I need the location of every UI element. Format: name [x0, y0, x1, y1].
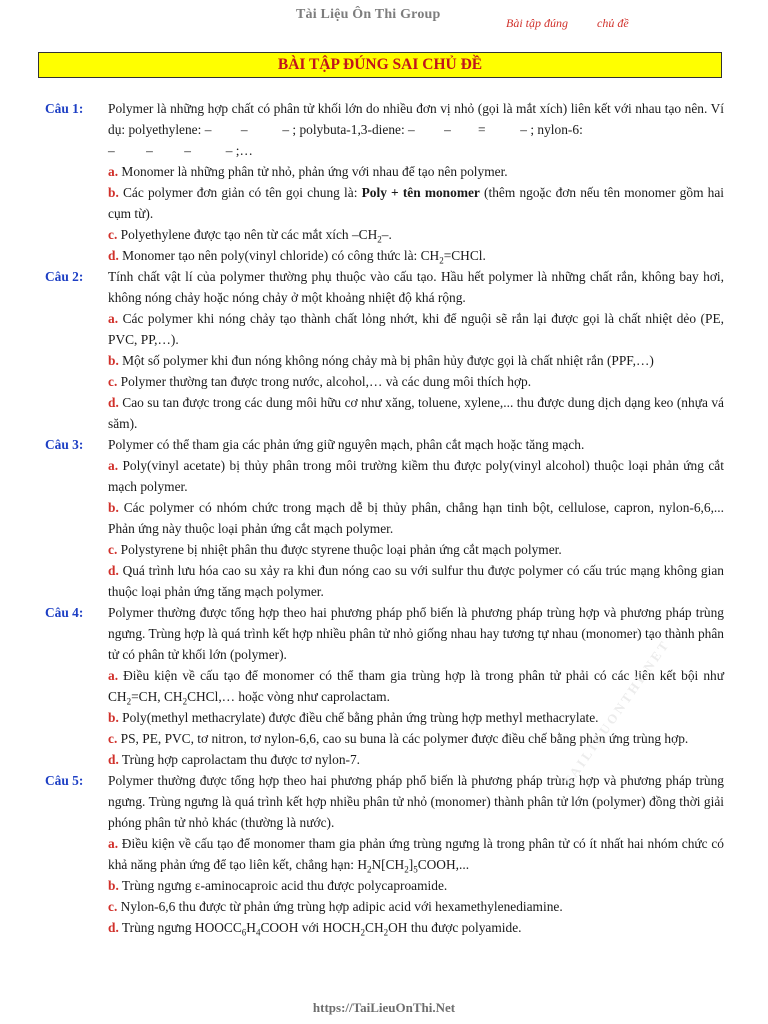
question-3 — [0, 434, 768, 455]
question-number: Câu 3: — [45, 437, 84, 452]
option-2a: a. Các polymer khi nóng chảy tạo thành chất lỏng nhớt, khi để nguội sẽ rắn lại được gọi là chất nhiệt dẻo (PE, PVC, PP,…). — [108, 311, 724, 347]
option-5a: a. Điều kiện về cấu tạo để monomer tham gia phản ứng trùng ngưng là trong phân tử có ít nhất hai nhóm chức có khả năng phản ứng để tạo liên kết, chẳng hạn: $H_2N[CH_2]_5COOH$,... — [108, 836, 724, 875]
question-stem: Tính chất vật lí của polymer thường phụ thuộc vào cấu tạo. Hầu hết polymer là những chất rắn, không bay hơi, không nóng chảy hoặc nóng chảy ở một khoảng nhiệt độ khá rộng. — [108, 269, 724, 305]
question-number: Câu 4: — [45, 605, 84, 620]
header-tag-right: chủ đề — [597, 16, 629, 30]
option-3b: b. Các polymer có nhóm chức trong mạch dễ bị thủy phân, chẳng hạn tinh bột, cellulose, capron, nylon-6,6,... Phản ứng này thuộc loại phản ứng cắt mạch polymer. — [108, 500, 724, 536]
brand-name: Tài Liệu Ôn Thi Group — [296, 7, 441, 22]
option-3a: a. Poly(vinyl acetate) bị thủy phân trong môi trường kiềm thu được poly(vinyl alcohol) thuộc loại phản ứng cắt mạch polymer. — [108, 458, 724, 494]
document-title: BÀI TẬP ĐÚNG SAI CHỦ ĐỀ — [38, 52, 722, 78]
option-1a: a. Monomer là những phân tử nhỏ, phản ứng với nhau để tạo nên polymer. — [108, 164, 508, 179]
footer-link[interactable]: https://TaiLieuOnThi.Net — [312, 1000, 456, 1015]
question-number: Câu 1: — [45, 101, 84, 116]
option-5d: d. Trùng ngưng $HOOCC_6H_4COOH$ với $HOCH_2CH_2OH$ thu được polyamide. — [108, 920, 522, 938]
question-number: Câu 2: — [45, 269, 84, 284]
question-stem-part: – ; polybuta-1,3-diene: – — [282, 122, 415, 137]
option-4c: c. PS, PE, PVC, tơ nitron, tơ nylon-6,6, cao su buna là các polymer được điều chế bằng phản ứng trùng hợp. — [108, 731, 689, 746]
option-5b: b. Trùng ngưng ε-aminocaproic acid thu được polycaproamide. — [108, 878, 448, 893]
question-stem: Polymer có thể tham gia các phản ứng giữ nguyên mạch, phân cắt mạch hoặc tăng mạch. — [108, 437, 585, 452]
option-1b: b. Các polymer đơn giản có tên gọi chung là: Poly + tên monomer (thêm ngoặc đơn nếu tên monomer gồm hai cụm từ). — [108, 185, 725, 221]
question-list — [0, 98, 768, 938]
question-stem: Polymer thường được tổng hợp theo hai phương pháp phổ biến là phương pháp trùng hợp và phương pháp trùng ngưng. Trùng hợp là quá trình kết hợp nhiều phân tử nhỏ giống nhau hay tương tự nhau (monomer) tạo thành phân tử có phân tử khối lớn (polymer). — [108, 605, 724, 662]
question-stem: Polymer là những hợp chất có phân tử khối lớn do nhiều đơn vị nhỏ (gọi là mắt xích) liên kết với nhau tạo nên. Ví dụ: polyethylene: – — [108, 101, 724, 137]
option-2d: d. Cao su tan được trong các dung môi hữu cơ như xăng, toluene, xylene,... thu được dung dịch dạng keo (nhựa vá săm). — [108, 395, 724, 431]
question-stem-part: – ; nylon-6: — [520, 122, 583, 137]
option-4d: d. Trùng hợp caprolactam thu được tơ nylon-7. — [108, 752, 361, 767]
option-3d: d. Quá trình lưu hóa cao su xảy ra khi đun nóng cao su với sulfur thu được polymer có cấu trúc mạng không gian thuộc loại phản ứng tăng mạch polymer. — [108, 563, 724, 599]
question-number: Câu 5: — [45, 773, 84, 788]
option-4b: b. Poly(methyl methacrylate) được điều chế bằng phản ứng trùng hợp methyl methacrylate. — [108, 710, 599, 725]
option-3c: c. Polystyrene bị nhiệt phân thu được styrene thuộc loại phản ứng cắt mạch polymer. — [108, 542, 562, 557]
option-4a: a. Điều kiện về cấu tạo để monomer có thể tham gia trùng hợp là trong phân tử phải có các liên kết bội như $CH_2=CH$, $CH_2CHCl,\dots$ hoặc vòng như caprolactam. — [108, 668, 724, 707]
question-stem: Polymer thường được tổng hợp theo hai phương pháp phổ biến là phương pháp trùng hợp và phương pháp trùng ngưng. Trùng ngưng là quá trình kết hợp nhiều phân tử nhỏ (monomer) thành phân tử lớn (polymer) đồng thời giải phóng phân tử nhỏ khác (thường là nước). — [108, 773, 724, 830]
question-2 — [0, 266, 768, 308]
option-1d: d. Monomer tạo nên poly(vinyl chloride) có công thức là: $CH_2=CHCl$. — [108, 248, 486, 266]
option-1c: c. Polyethylene được tạo nên từ các mắt xích $-CH_2-$. — [108, 227, 392, 245]
option-2b: b. Một số polymer khi đun nóng không nóng chảy mà bị phân hủy được gọi là chất nhiệt rắn (PPF,…) — [108, 353, 654, 368]
option-5c: c. Nylon-6,6 thu được từ phản ứng trùng hợp adipic acid với hexamethylenediamine. — [108, 899, 563, 914]
watermark: TAILIEUONTHI.NET — [560, 636, 673, 789]
page-header — [0, 0, 768, 40]
option-2c: c. Polymer thường tan được trong nước, alcohol,… và các dung môi thích hợp. — [108, 374, 532, 389]
question-1: Câu 1: Polymer là những hợp chất có phân tử khối lớn do nhiều đơn vị nhỏ (gọi là mắt xích) liên kết với nhau tạo nên. Ví dụ: polyethylene: – – – ; polybuta-1,3-diene: – – = – ; nylon-6: – – – – ;… — [0, 98, 768, 161]
header-tag-left: Bài tập đúng — [506, 16, 568, 30]
question-stem-part: – ;… — [225, 143, 253, 158]
question-5 — [0, 770, 768, 833]
